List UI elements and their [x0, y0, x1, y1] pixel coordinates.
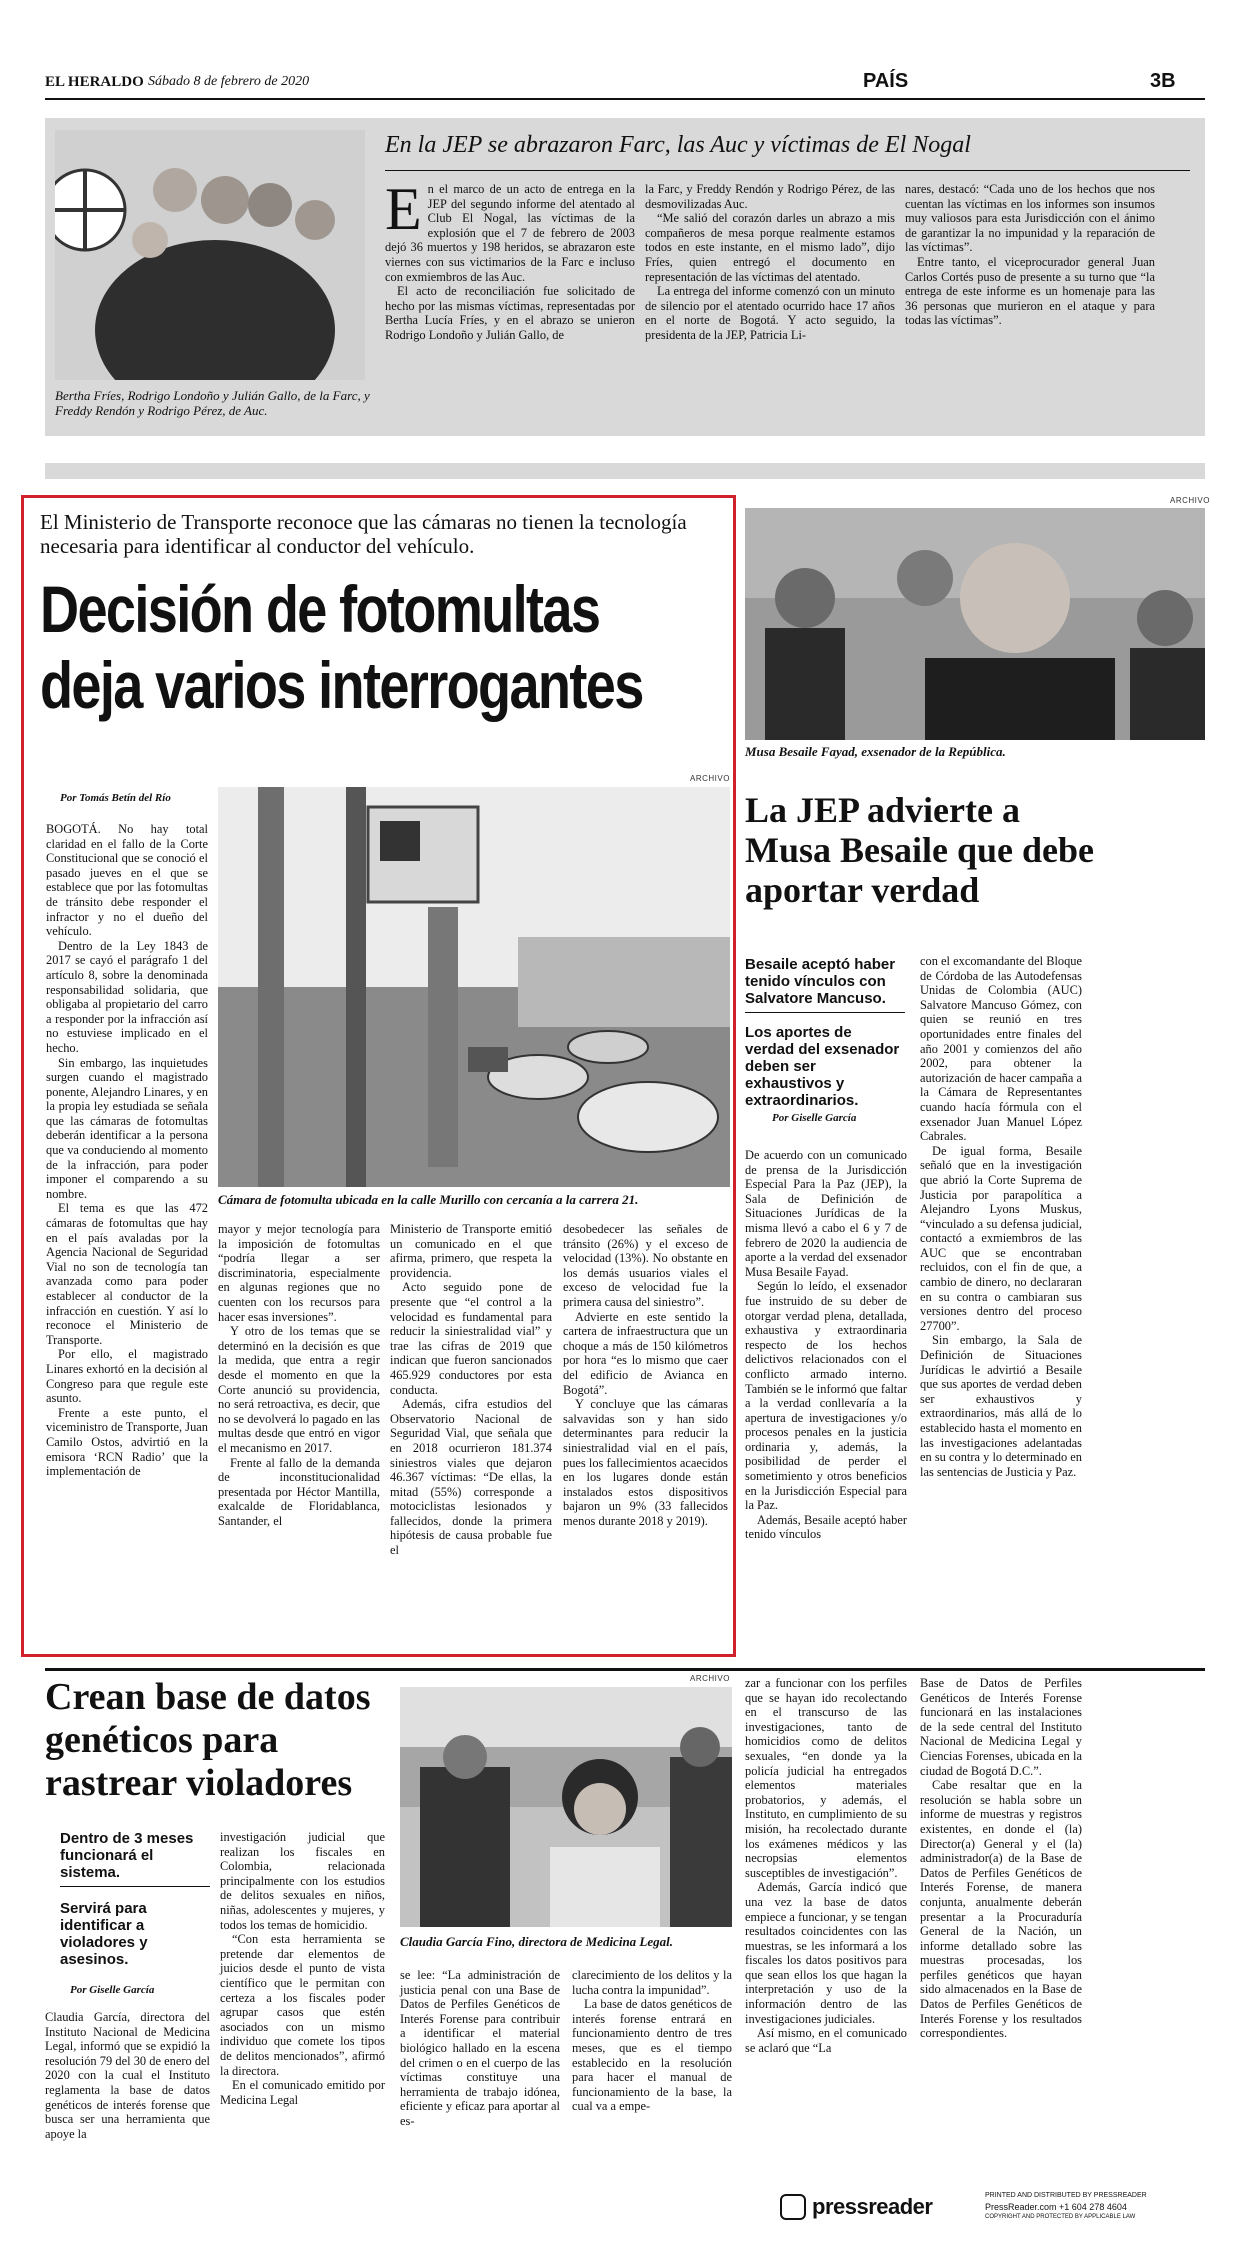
fotomultas-col-2	[218, 1222, 380, 1528]
jep-farc-caption: Bertha Fríes, Rodrigo Londoño y Julián Gallo, de la Farc, y Freddy Rendón y Rodrigo Pérez, de Auc.	[55, 388, 370, 418]
paragraph: Y otro de los temas que se determinó en la decisión es que la medida, que entra a regir desde el momento en que la Corte anunció su providencia, no será retroactiva, es decir, que no se devolverá lo pagado en las multas desde que entró en vigor el mecanismo en 2017.	[218, 1324, 380, 1455]
paragraph: Además, Besaile aceptó haber tenido vínculos	[745, 1512, 907, 1542]
paragraph: Además, cifra estudios del Observatorio Nacional de Seguridad Vial, que señala que en 2018 ocurrieron 181.374 siniestros viales que dejaron 46.367 víctimas: “De ellas, la mitad (55%) corresponde a motociclistas lesionados y fallecidos, donde la primera hipótesis de causa probable fue el	[390, 1397, 552, 1558]
header-date: Sábado 8 de febrero de 2020	[148, 74, 310, 89]
people-hugging-icon	[55, 130, 365, 380]
paragraph: Así mismo, en el comunicado se aclaró que “La	[745, 2026, 907, 2055]
fotomultas-photo	[218, 787, 730, 1187]
fotomultas-col-1	[46, 822, 208, 1479]
paragraph: Acto seguido pone de presente que “el control a la velocidad es fundamental para reducir la siniestralidad vial” y trae las cifras de 2019 que indican que fueron sancionados 465.929 conductores por esta conducta.	[390, 1280, 552, 1397]
genetics-headline: Crean base de datos genéticos para rastrear violadores	[45, 1676, 371, 1804]
portrait-icon	[745, 508, 1205, 740]
besaile-caption: Musa Besaile Fayad, exsenador de la República.	[745, 744, 1006, 759]
paragraph: Por ello, el magistrado Linares exhortó en la decisión al Congreso para que regule este asunto.	[46, 1347, 208, 1406]
paragraph: Base de Datos de Perfiles Genéticos de Interés Forense funcionará en las instalaciones de la sede central del Instituto Nacional de Medicina Legal y Ciencias Forenses, ubicada en la ciudad de Bogotá D.C.”.	[920, 1676, 1082, 1778]
paragraph: Advierte en este sentido la cartera de infraestructura que un choque a más de 150 kilómetros por hora “es lo mismo que caer del edificio de Avianca en Bogotá”.	[563, 1309, 728, 1397]
jep-farc-box	[45, 118, 1205, 436]
genetics-col-6	[920, 1676, 1082, 2041]
paragraph: investigación judicial que realizan los fiscales en Colombia, relacionada principalmente con los estudios de delitos sexuales en niños, niñas, adolescentes y mujeres, y todos los temas de homicidio.	[220, 1830, 385, 1932]
paragraph: BOGOTÁ. No hay total claridad en el fallo de la Corte Constitucional que se conoció el pasado jueves en el que se establece que por las fotomultas de tránsito debe responder el infractor y no el dueño del vehículo.	[46, 822, 208, 939]
pressreader-footer	[780, 2190, 1205, 2226]
dropcap: E	[385, 176, 422, 242]
subhead-rule	[745, 1012, 905, 1013]
paragraph: Frente a este punto, el viceministro de Transporte, Juan Camilo Ostos, advirtió en la emisora ‘RCN Radio’ que la implementación de	[46, 1405, 208, 1479]
header-rule	[45, 98, 1205, 100]
besaile-col-2	[920, 954, 1082, 1479]
paragraph: clarecimiento de los delitos y la lucha contra la impunidad”.	[572, 1968, 732, 1997]
jep-farc-title-rule	[385, 170, 1190, 171]
paragraph: Según lo leído, el exsenador fue instruido de su deber de otorgar verdad plena, detallada, exhaustiva y extraordinaria respecto de los hechos delictivos relacionados con el conflicto armado interno. También se le informó que faltar a la verdad conllevaría a la apertura de investigaciones y/o procesos penales en la justicia ordinaria y, además, la posibilidad de perder el sometimiento y otros beneficios en la Jurisdicción Especial para la Paz.	[745, 1279, 907, 1513]
byline: Por Tomás Betín del Río	[60, 792, 171, 804]
genetics-col-1	[45, 2010, 210, 2141]
paper-name: EL HERALDO	[45, 74, 144, 90]
genetics-subhead-2: Servirá para identificar a violadores y asesinos.	[60, 1900, 148, 1968]
fotomultas-col-3	[390, 1222, 552, 1558]
paragraph: Sin embargo, las inquietudes surgen cuando el magistrado ponente, Alejandro Linares, y en la propia ley estudiada se señala que las cámaras de fotomultas deberán identificar a la persona que va conduciendo al momento de la infracción, para poder imponer el comparendo a su nombre.	[46, 1055, 208, 1201]
genetics-photo	[400, 1687, 732, 1927]
byline: Por Giselle García	[772, 1112, 857, 1124]
pressreader-logo-icon	[780, 2194, 806, 2220]
paragraph: desobedecer las señales de tránsito (26%) y el exceso de velocidad (13%). No obstante en los demás usuarios viales el exceso de velocidad fue la primera causa del siniestro”.	[563, 1222, 728, 1309]
paragraph: La entrega del informe comenzó con un minuto de silencio por el atentado ocurrido hace 17 años en el norte de Bogotá. Y acto seguido, la presidenta de la JEP, Patricia Li-	[645, 284, 895, 342]
paragraph: con el excomandante del Bloque de Córdoba de las Autodefensas Unidas de Colombia (AUC) Salvatore Mancuso Gómez, con quien se reunió en tres oportunidades entre finales del año 2001 y comienzos del año 2002, para obtener la autorización de hacer campaña a la Cámara de Representantes cuando hacía fórmula con el exsenador Juan Manuel López Cabrales.	[920, 954, 1082, 1144]
paragraph: zar a funcionar con los perfiles que se hayan ido recolectando en el transcurso de las investigaciones, tanto de homicidios como de delitos sexuales, “en donde ya la policía judicial ha entregados elementos materiales probatorios, y además, el Instituto, en cumplimiento de su misión, ha recolectado durante los exámenes médicos y las necropsias elementos susceptibles de investigación”.	[745, 1676, 907, 1880]
paragraph: Cabe resaltar que en la resolución se habla sobre un informe de muestras y registros existentes, en donde el (la) Director(a) General y el (la) administrador(a) de la Base de Datos de Perfiles Genéticos de Interés Forense, de manera conjunta, anualmente deberán presentar a la Procuraduría General de la Nación, un informe detallado sobre las muestras procesadas, los perfiles genéticos que hayan sido almacenados en la Base de Datos de Perfiles Genéticos de Interés Forense y los resultados correspondientes.	[920, 1778, 1082, 2041]
fotomultas-headline-2: deja varios interrogantes	[40, 648, 643, 722]
genetics-col-2	[220, 1830, 385, 2107]
jep-farc-title: En la JEP se abrazaron Farc, las Auc y víctimas de El Nogal	[385, 132, 971, 158]
section-name: PAÍS	[863, 70, 909, 92]
paragraph: El tema es que las 472 cámaras de fotomultas que hay en el país avaladas por la Agencia Nacional de Seguridad Vial no son de tecnología tan avanzada como para poder establecer al conductor de la infracción en cuestión. Y así lo reconoce el Ministerio de Transporte.	[46, 1201, 208, 1347]
paragraph: la Farc, y Freddy Rendón y Rodrigo Pérez, de las desmovilizadas Auc.	[645, 182, 895, 211]
paragraph: “Con esta herramienta se pretende dar elementos de juicios desde el punto de vista científico que le permitan con certeza a los fiscales poder agrupar casos que estén asociados con un mismo individuo que comete los tipos de delitos mencionados”, afirmó la directora.	[220, 1932, 385, 2078]
besaile-col-1	[745, 1148, 907, 1542]
paragraph: De igual forma, Besaile señaló que en la investigación que abrió la Corte Suprema de Justicia por parapolítica a Alejandro Lyons Muskus, “vinculado a su defensa judicial, contactó a exmiembros de las AUC que se encontraban recluidos, con el fin de que, a cambio de dinero, no declararan en su contra o cambiaran sus versiones dentro del proceso 27700”.	[920, 1143, 1082, 1333]
page-number: 3B	[1150, 70, 1176, 92]
genetics-col-4	[572, 1968, 732, 2114]
genetics-subhead-1: Dentro de 3 meses funcionará el sistema.	[60, 1830, 194, 1881]
paragraph: mayor y mejor tecnología para la imposición de fotomultas “podría llegar a ser discriminatoria, especialmente en algunas regiones que no cuenten con los recursos para hacer esas inversiones”.	[218, 1222, 380, 1324]
traffic-camera-icon	[218, 787, 730, 1187]
besaile-subhead-1: Besaile aceptó haber tenido vínculos con Salvatore Mancuso.	[745, 956, 896, 1007]
paragraph: se lee: “La administración de justicia penal con una Base de Datos de Perfiles Genéticos de Interés Forense para contribuir a identificar el material biológico hallado en la escena del crimen o en el cuerpo de las víctimas constituye una herramienta de trabajo idónea, eficiente y eficaz para aportar al es-	[400, 1968, 560, 2128]
paragraph: Además, García indicó que una vez la base de datos empiece a funcionar, y se tengan resultados coincidentes con las muestras, se les informará a los fiscales los datos positivos para que sean ellos los que hagan la interpretación y uso de la información dentro de las investigaciones judiciales.	[745, 1880, 907, 2026]
paragraph: Entre tanto, el viceprocurador general Juan Carlos Cortés puso de presente a su turno que “la entrega de este informe es un homenaje para las 36 personas que murieron en el ataque y para todas las víctimas”.	[905, 254, 1155, 328]
jep-farc-col-3	[905, 182, 1155, 328]
paragraph: En el comunicado emitido por Medicina Legal	[220, 2078, 385, 2107]
page-header	[45, 70, 1205, 98]
footer-line-3: COPYRIGHT AND PROTECTED BY APPLICABLE LAW	[985, 2214, 1136, 2220]
paragraph: nares, destacó: “Cada uno de los hechos que nos cuentan las víctimas en los informes son insumos muy valiosos para esta Jurisdicción con el ánimo de garantizar la no impunidad y la reparación de las víctimas”.	[905, 182, 1155, 255]
paragraph: El acto de reconciliación fue solicitado de hecho por las mismas víctimas, representadas por Bertha Lucía Fríes, y en el abrazo se unieron Rodrigo Londoño y Julián Gallo, de	[385, 284, 635, 342]
genetics-col-3	[400, 1968, 560, 2129]
besaile-photo	[745, 508, 1205, 740]
paragraph: De acuerdo con un comunicado de prensa de la Jurisdicción Especial Para la Paz (JEP), la Sala de Definición de Situaciones Jurídicas de la misma llevó a cabo el 6 y 7 de febrero de 2020 la audiencia de aporte a la verdad del exsenador Musa Besaile Fayad.	[745, 1148, 907, 1279]
footer-line-2: PressReader.com +1 604 278 4604	[985, 2202, 1127, 2212]
genetics-col-5	[745, 1676, 907, 2055]
paragraph: Dentro de la Ley 1843 de 2017 se cayó el parágrafo 1 del artículo 8, sobre la denominada responsabilidad solidaria, que obligaba al propietario del carro a responder por la infracción así no estuviese implicado en el hecho.	[46, 938, 208, 1055]
subhead-rule	[60, 1886, 210, 1887]
paragraph: Claudia García, directora del Instituto Nacional de Medicina Legal, informó que se expidió la resolución 79 del 30 de enero del 2020 con la cual el Instituto reglamenta la base de datos genéticos de interés forense que busca ser una herramienta que apoye la	[45, 2010, 210, 2141]
paragraph: Frente al fallo de la demanda de inconstitucionalidad presentada por Héctor Mantilla, exalcalde de Floridablanca, Santander, el	[218, 1455, 380, 1528]
paragraph: n el marco de un acto de entrega en la JEP del segundo informe del atentado al Club El Nogal, las víctimas de la explosión que el 7 de febrero de 2003 dejó 36 muertos y 198 heridos, se abrazaron este viernes con sus victimarios de la Farc e incluso con exmiembros de las Auc.	[385, 182, 635, 284]
section-separator	[45, 463, 1205, 479]
fotomultas-col-4	[563, 1222, 728, 1528]
portrait-icon	[400, 1687, 732, 1927]
paragraph: Ministerio de Transporte emitió un comunicado en el que afirma, primero, que respeta la providencia.	[390, 1222, 552, 1280]
fotomultas-headline-1: Decisión de fotomultas	[40, 572, 600, 646]
paragraph: La base de datos genéticos de interés forense entrará en funcionamiento dentro de tres meses, que es el tiempo establecido en la resolución para hacer el manual de funcionamiento de la base, la cual va a empe-	[572, 1997, 732, 2114]
besaile-subhead-2: Los aportes de verdad del exsenador deben ser exhaustivos y extraordinarios.	[745, 1024, 900, 1109]
fotomultas-caption: Cámara de fotomulta ubicada en la calle Murillo con cercanía a la carrera 21.	[218, 1192, 639, 1207]
besaile-headline: La JEP advierte a Musa Besaile que debe aportar verdad	[745, 790, 1095, 910]
genetics-caption: Claudia García Fino, directora de Medicina Legal.	[400, 1934, 673, 1949]
photo-credit: ARCHIVO	[690, 774, 730, 783]
paragraph: Y concluye que las cámaras salvavidas son y han sido determinantes para reducir la siniestralidad vial en el país, pues los fallecimientos acaecidos en los lugares donde están instalados estos dispositivos bajaron un 9% (33 fallecidos menos durante 2018 y 2019).	[563, 1397, 728, 1528]
jep-farc-col-2	[645, 182, 895, 343]
fotomultas-kicker: El Ministerio de Transporte reconoce que las cámaras no tienen la tecnología necesaria para identificar al conductor del vehículo.	[40, 510, 687, 558]
photo-credit: ARCHIVO	[690, 1674, 730, 1683]
paragraph: “Me salió del corazón darles un abrazo a mis compañeros de mesa porque realmente estamos todos en este instante, en el mismo lado”, dijo Fríes, quien entregó el documento en representación de las víctimas del atentado.	[645, 211, 895, 284]
byline: Por Giselle García	[70, 1984, 155, 1996]
paragraph: Sin embargo, la Sala de Definición de Situaciones Jurídicas le advirtió a Besaile que sus aportes de verdad deben ser exhaustivos y extraordinarios, más allá de lo establecido hasta el momento en las investigaciones adelantadas en su contra y lo determinado en las sentencias de Justicia y Paz.	[920, 1333, 1082, 1479]
jep-farc-col-1	[385, 176, 635, 343]
section-rule	[45, 1668, 1205, 1671]
footer-line-1: PRINTED AND DISTRIBUTED BY PRESSREADER	[985, 2192, 1147, 2199]
pressreader-brand: pressreader	[812, 2194, 933, 2219]
jep-farc-photo	[55, 130, 365, 380]
photo-credit: ARCHIVO	[1170, 496, 1210, 505]
